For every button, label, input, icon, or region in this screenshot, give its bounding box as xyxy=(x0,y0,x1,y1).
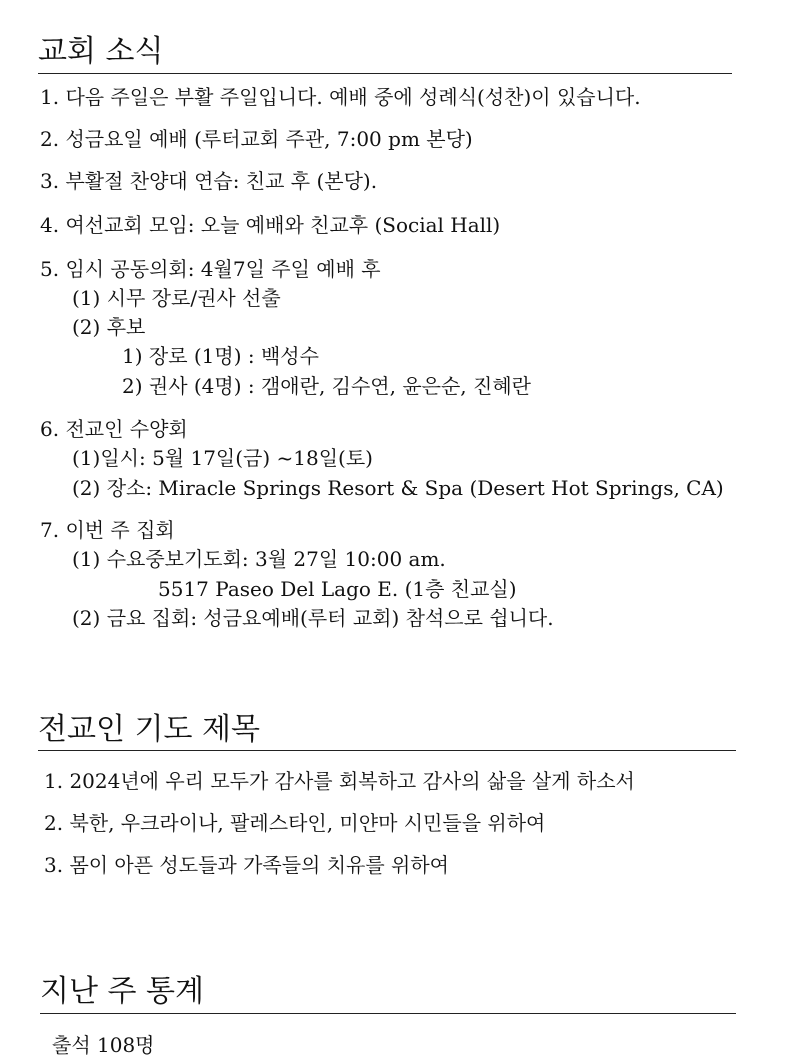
stats-divider xyxy=(40,1013,736,1014)
news-item: 5. 임시 공동의회: 4월7일 주일 예배 후 xyxy=(40,257,381,281)
prayer-item: 3. 몸이 아픈 성도들과 가족들의 치유를 위하여 xyxy=(44,853,449,877)
news-subitem: (1)일시: 5월 17일(금) ~18일(토) xyxy=(72,446,373,470)
attendance-value: 출석 108명 xyxy=(52,1033,155,1057)
news-divider xyxy=(38,73,732,74)
news-title: 교회 소식 xyxy=(38,34,164,69)
prayer-item: 2. 북한, 우크라이나, 팔레스타인, 미얀마 시민들을 위하여 xyxy=(44,811,546,835)
news-item: 3. 부활절 찬양대 연습: 친교 후 (본당). xyxy=(40,169,378,193)
news-address: 5517 Paseo Del Lago E. (1층 친교실) xyxy=(158,577,517,601)
news-item: 1. 다음 주일은 부활 주일입니다. 예배 중에 성례식(성찬)이 있습니다. xyxy=(40,85,641,109)
prayer-divider xyxy=(38,750,736,751)
stats-title: 지난 주 통계 xyxy=(40,974,204,1009)
news-item: 6. 전교인 수양회 xyxy=(40,417,188,441)
news-item: 4. 여선교회 모임: 오늘 예배와 친교후 (Social Hall) xyxy=(40,213,501,237)
news-item: 2. 성금요일 예배 (루터교회 주관, 7:00 pm 본당) xyxy=(40,127,473,151)
news-subitem: (2) 후보 xyxy=(72,315,146,339)
news-subsubitem: 2) 권사 (4명) : 갬애란, 김수연, 윤은순, 진혜란 xyxy=(122,374,531,398)
prayer-item: 1. 2024년에 우리 모두가 감사를 회복하고 감사의 삶을 살게 하소서 xyxy=(44,769,635,793)
news-subitem: (1) 수요중보기도회: 3월 27일 10:00 am. xyxy=(72,547,446,571)
news-item: 7. 이번 주 집회 xyxy=(40,518,175,542)
news-subitem: (2) 금요 집회: 성금요예배(루터 교회) 참석으로 쉽니다. xyxy=(72,606,554,630)
news-subitem: (1) 시무 장로/권사 선출 xyxy=(72,286,281,310)
news-subsubitem: 1) 장로 (1명) : 백성수 xyxy=(122,344,319,368)
news-subitem: (2) 장소: Miracle Springs Resort & Spa (Desert Hot Springs, CA) xyxy=(72,476,724,500)
prayer-title: 전교인 기도 제목 xyxy=(38,712,260,747)
